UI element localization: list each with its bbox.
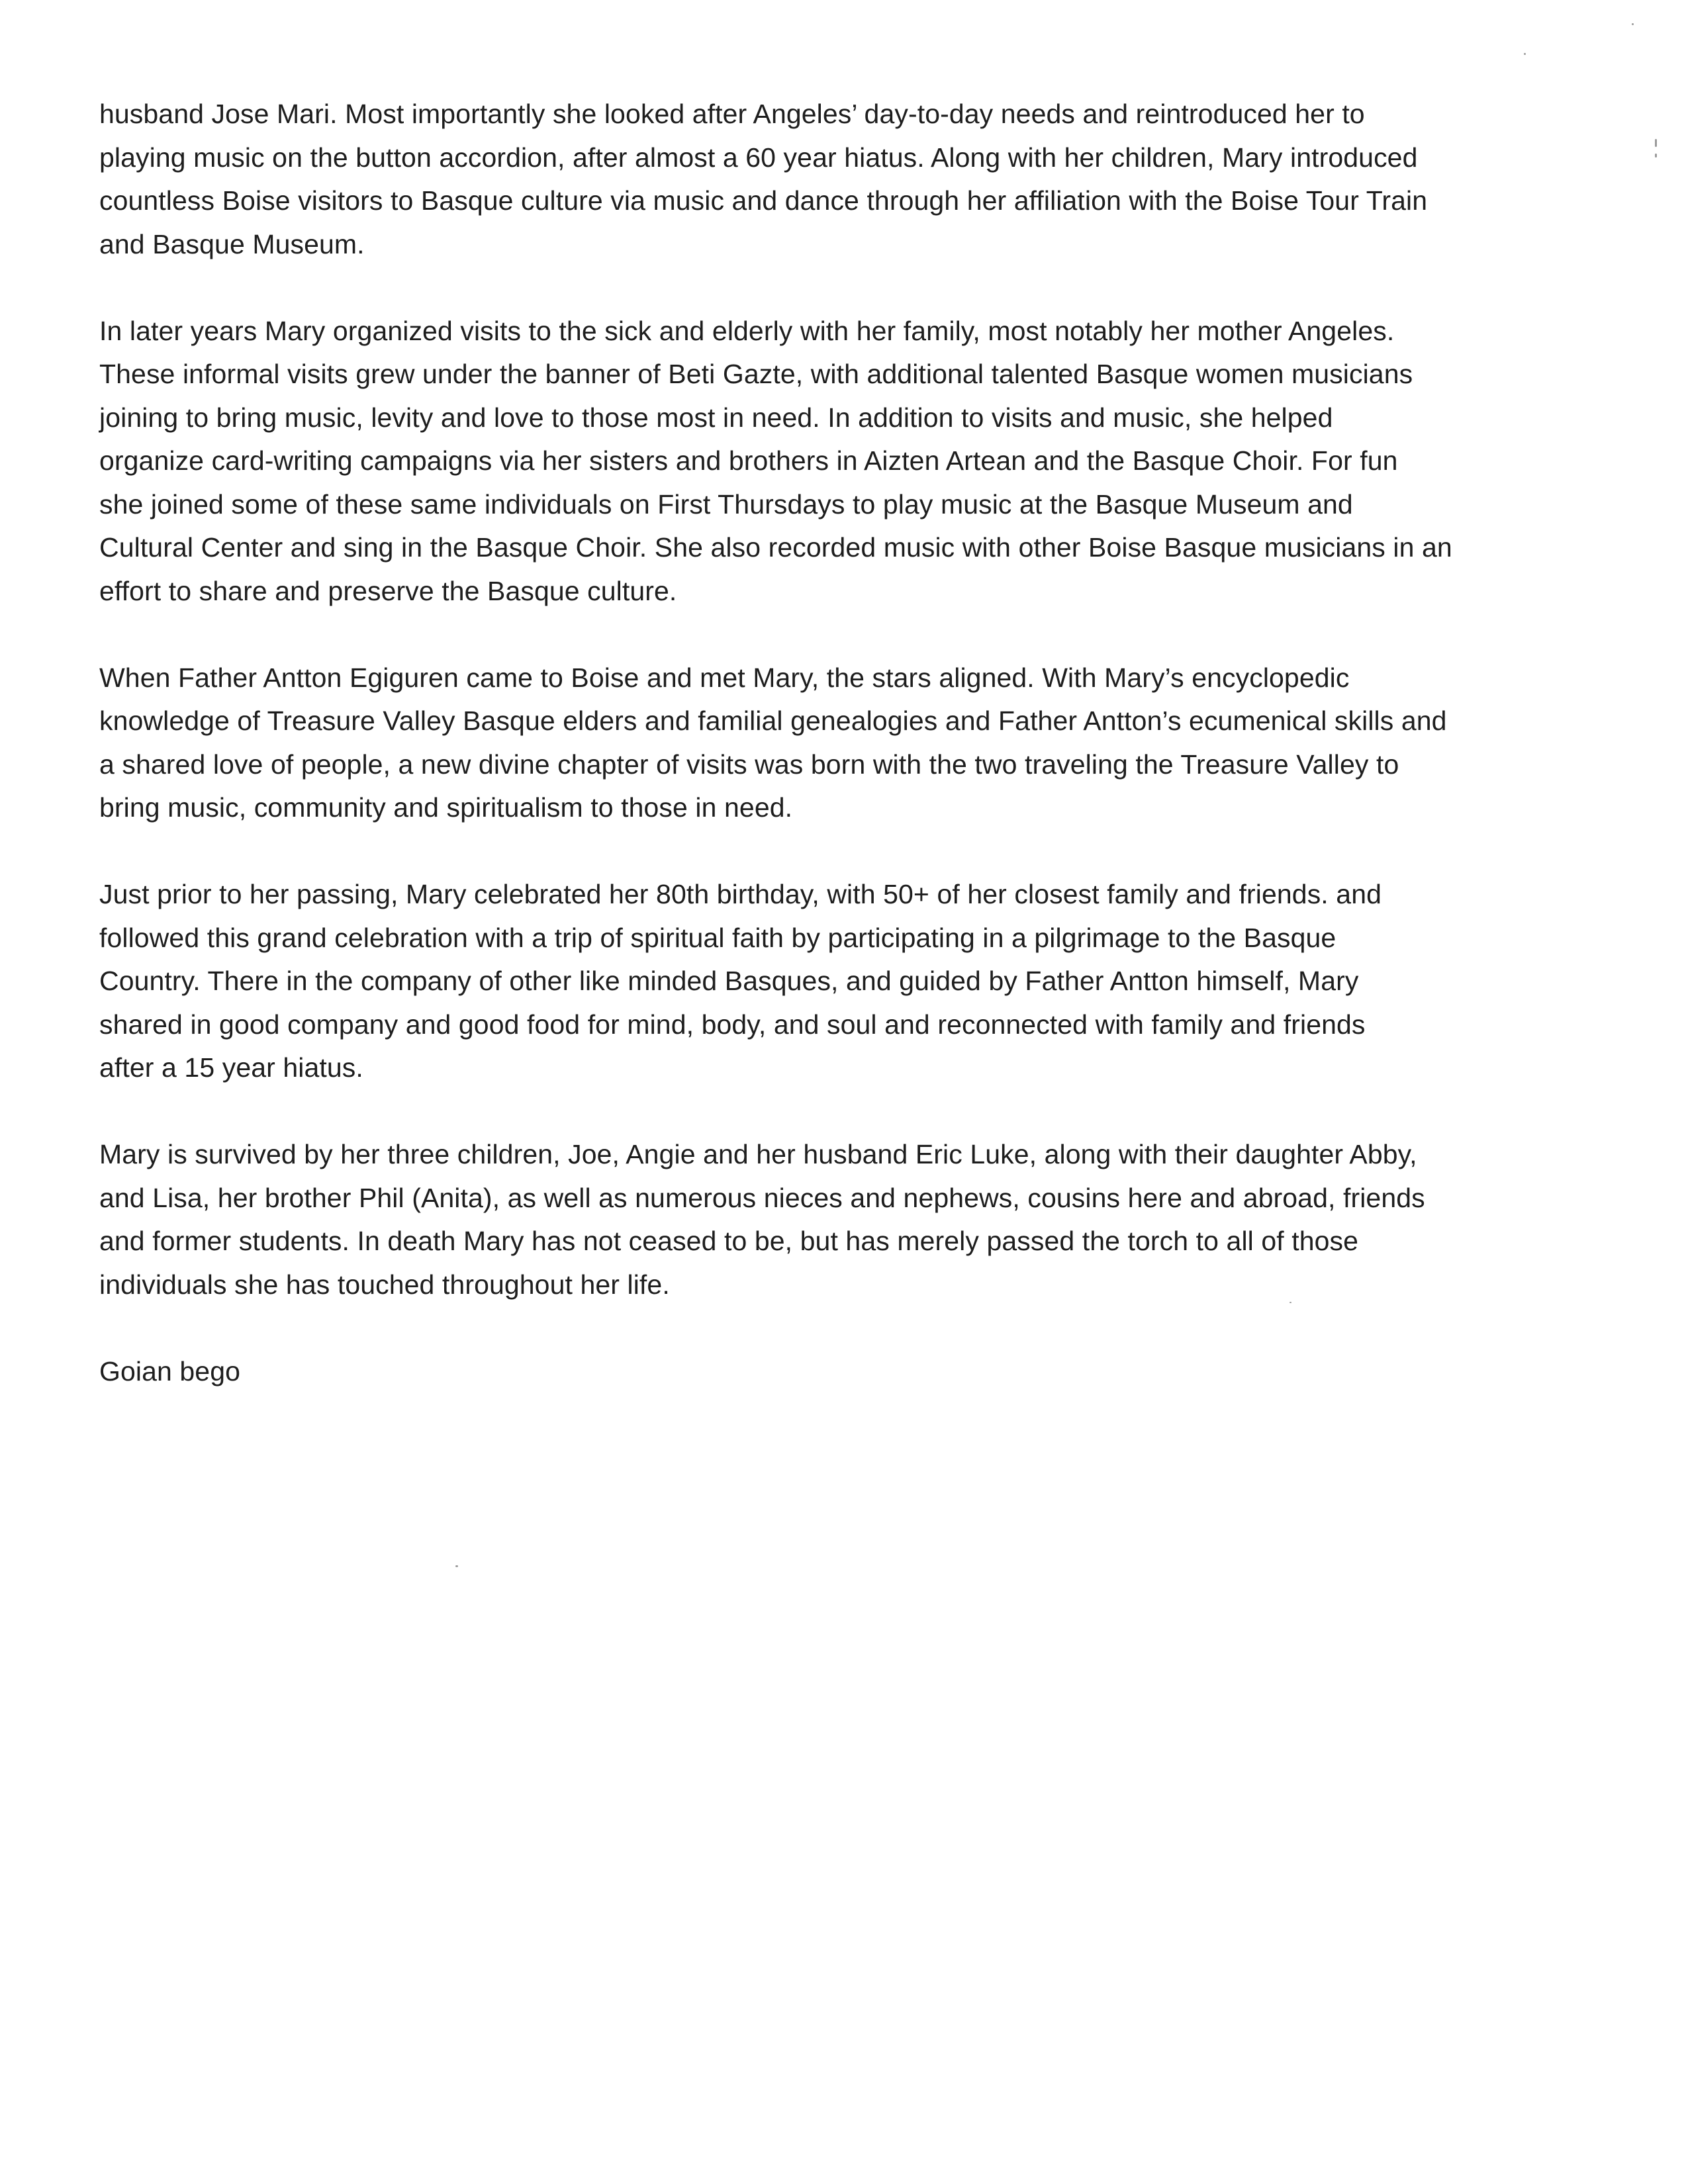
- text-line: organize card-writing campaigns via her sisters and brothers in Aizten Artean and the Basque Choir. For fun: [99, 445, 1398, 476]
- text-line: Mary is survived by her three children, Joe, Angie and her husband Eric Luke, along with their daughter Abby,: [99, 1139, 1417, 1169]
- scan-speck: [1655, 139, 1657, 147]
- paragraph-survivors: [99, 1133, 1595, 1306]
- text-line: and former students. In death Mary has not ceased to be, but has merely passed the torch to all of those: [99, 1226, 1359, 1256]
- text-line: husband Jose Mari. Most importantly she looked after Angeles’ day-to-day needs and reintroduced her to: [99, 99, 1365, 129]
- paragraph-family-and-music: [99, 93, 1595, 266]
- scan-speck: [1524, 53, 1526, 55]
- paragraph-closing: [99, 1350, 1595, 1394]
- text-line: These informal visits grew under the banner of Beti Gazte, with additional talented Basque women musicians: [99, 359, 1413, 389]
- text-line: playing music on the button accordion, after almost a 60 year hiatus. Along with her children, Mary introduced: [99, 142, 1418, 173]
- scan-speck: [1632, 23, 1634, 25]
- text-line: she joined some of these same individuals on First Thursdays to play music at the Basque Museum and: [99, 488, 1353, 520]
- scan-speck: [455, 1565, 458, 1567]
- text-line: Just prior to her passing, Mary celebrated her 80th birthday, with 50+ of her closest family and friends. and: [99, 879, 1382, 909]
- text-line: effort to share and preserve the Basque culture.: [99, 575, 677, 606]
- text-line: and Basque Museum.: [99, 228, 365, 259]
- scan-speck: [1655, 154, 1657, 158]
- paragraph-pilgrimage: [99, 873, 1595, 1090]
- text-line: Country. There in the company of other like minded Basques, and guided by Father Antton himself, Mary: [99, 966, 1359, 996]
- closing-line: Goian bego: [99, 1355, 241, 1387]
- text-line: knowledge of Treasure Valley Basque elders and familial genealogies and Father Antton’s ecumenical skills and: [99, 705, 1447, 736]
- text-line: bring music, community and spiritualism to those in need.: [99, 792, 793, 823]
- scan-speck: [1289, 1302, 1291, 1303]
- text-line: joining to bring music, levity and love to those most in need. In addition to visits and music, she helped: [99, 402, 1333, 433]
- text-line: When Father Antton Egiguren came to Boise and met Mary, the stars aligned. With Mary’s encyclopedic: [99, 662, 1350, 693]
- paragraph-visits: [99, 310, 1595, 614]
- text-line: after a 15 year hiatus.: [99, 1052, 363, 1083]
- paragraph-father-antton: [99, 657, 1595, 830]
- text-line: shared in good company and good food for mind, body, and soul and reconnected with family and friends: [99, 1009, 1366, 1040]
- text-line: a shared love of people, a new divine chapter of visits was born with the two traveling the Treasure Valley to: [99, 749, 1399, 780]
- text-line: countless Boise visitors to Basque culture via music and dance through her affiliation with the Boise Tour Train: [99, 185, 1428, 216]
- text-line: Cultural Center and sing in the Basque Choir. She also recorded music with other Boise Basque musicians in an: [99, 532, 1452, 563]
- document-body: [99, 93, 1595, 1437]
- text-line: In later years Mary organized visits to the sick and elderly with her family, most notably her mother Angeles.: [99, 315, 1395, 346]
- text-line: and Lisa, her brother Phil (Anita), as well as numerous nieces and nephews, cousins here and abroad, friends: [99, 1182, 1425, 1213]
- text-line: individuals she has touched throughout her life.: [99, 1269, 670, 1300]
- text-line: followed this grand celebration with a trip of spiritual faith by participating in a pilgrimage to the Basque: [99, 922, 1336, 953]
